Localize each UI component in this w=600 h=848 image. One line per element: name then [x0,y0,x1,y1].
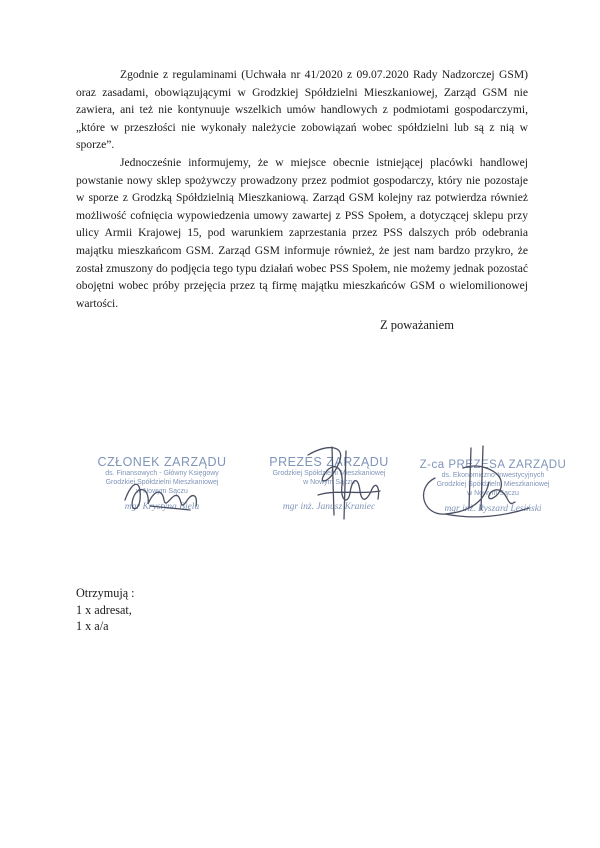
recipient-item: 1 x adresat, [76,602,132,617]
recipients-heading: Otrzymują : [76,586,135,600]
stamp-line: w Nowym Sączu [136,488,188,495]
closing-salutation: Z poważaniem [380,318,454,332]
signature-2 [288,435,398,525]
paragraph-1: Zgodnie z regulaminami (Uchwała nr 41/2020 z 09.07.2020 Rady Nadzorczej GSM) oraz zasadami, obowiązującymi w Grodzkiej Spółdzielni Mieszkaniowej, Zarząd GSM nie zawiera, ani też nie kontynuuje wszelkich umów handlowych z podmiotami gospodarczymi, „które w przeszłości nie wykonały należycie zobowiązań wobec spółdzielni lub są z nią w sporze”. [76,68,528,152]
recipients-block [76,585,135,635]
stamp-title: CZŁONEK ZARZĄDU [97,455,227,469]
signature-1 [120,470,220,520]
stamp-title: Z-ca PREZESA ZARZĄDU [419,459,567,471]
recipient-item: 1 x a/a [76,619,109,634]
letter-body [76,66,528,312]
stamp-line: Grodzkiej Spółdzielni Mieszkaniowej [436,481,550,488]
paragraph-2: Jednocześnie informujemy, że w miejsce obecnie istniejącej placówki handlowej powstanie nowy sklep spożywczy prowadzony przez podmiot gospodarczy, który nie pozostaje w sporze z Grodzką Spółdzielnią Mieszkaniową. Zarząd GSM kolejny raz potwierdza również możliwość cofnięcia wypowiedzenia umowy zawartej z PSS Społem, a dotyczącej sklepu przy ulicy Armii Krajowej 15, pod warunkiem zaprzestania przez PSS dalszych prób odebrania majątku mieszkańcom GSM. Zarząd GSM informuje również, że jest nam bardzo przykro, że został zmuszony do podjęcia tego typu działań wobec PSS Społem, nie możemy jednak pozostać obojętni wobec próby przejęcia przez tą firmę majątku mieszkańców GSM o wielomilionowej wartości. [76,155,528,310]
signature-3 [405,438,545,530]
stamp-line: ds. Finansowych - Główny Księgowy [105,470,219,477]
stamp-name: mgr inż. Ryszard Lesiński [444,504,542,514]
stamp-name: mgr inż. Janusz Kraniec [282,502,376,512]
stamp-line: ds. Ekonomiczno-Inwestycyjnych [441,472,545,479]
stamp-line: w Nowym Sączu [467,490,519,497]
stamp-line: Grodzkiej Spółdzielni Mieszkaniowej [272,470,386,477]
stamp-name: mgr Krystyna Biela [124,502,200,512]
stamp-line: w Nowym Sączu [303,479,355,486]
stamp-title: PREZES ZARZĄDU [269,455,389,469]
stamp-line: Grodzkiej Spółdzielni Mieszkaniowej [105,479,219,486]
